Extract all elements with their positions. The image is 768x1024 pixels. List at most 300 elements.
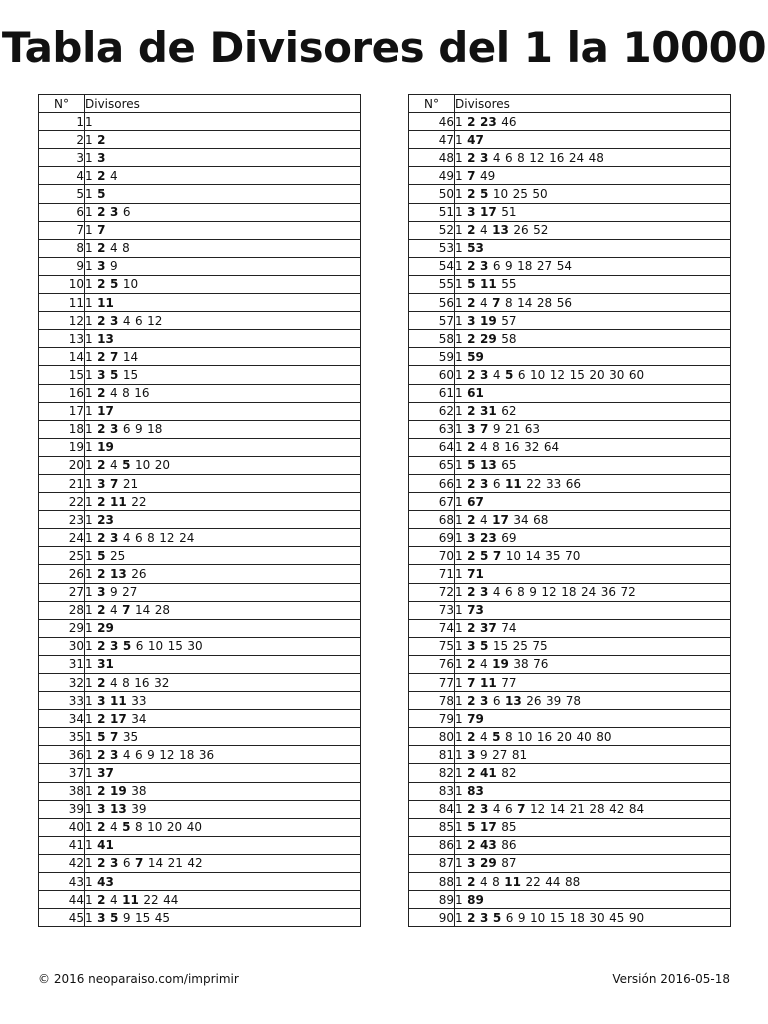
divisor: 1: [85, 168, 93, 183]
prime-divisor: 17: [492, 512, 509, 527]
prime-divisor: 71: [467, 566, 484, 581]
prime-divisor: 7: [492, 548, 502, 563]
table-row: [39, 746, 361, 764]
page-title: Tabla de Divisores del 1 la 10000: [1, 23, 767, 72]
table-row: [409, 583, 731, 601]
prime-divisor: 2: [467, 476, 476, 491]
number-cell: 9: [39, 257, 85, 275]
prime-divisor: 3: [110, 205, 119, 220]
prime-divisor: 13: [492, 223, 509, 238]
divisors-cell: [455, 366, 731, 384]
prime-divisor: 2: [467, 657, 476, 672]
divisor: 30: [609, 367, 625, 382]
table-row: [409, 637, 731, 655]
divisor: 1: [455, 114, 463, 129]
table-row: [39, 185, 361, 203]
divisor: 9: [517, 910, 526, 925]
divisor: 25: [512, 187, 528, 202]
divisors-cell: [455, 529, 731, 547]
number-cell: 90: [409, 909, 455, 927]
prime-divisor: 2: [97, 747, 106, 762]
table-row: [39, 674, 361, 692]
divisor: 8: [517, 150, 525, 165]
divisors-cell: [85, 330, 361, 348]
divisor: 1: [455, 874, 463, 889]
table-row: [409, 746, 731, 764]
prime-divisor: 13: [110, 802, 127, 817]
prime-divisor: 3: [110, 856, 119, 871]
prime-divisor: 2: [467, 729, 476, 744]
divisor: 4: [480, 440, 488, 455]
prime-divisor: 2: [97, 277, 106, 292]
prime-divisor: 3: [110, 313, 119, 328]
divisor: 28: [589, 802, 605, 817]
divisor: 1: [85, 603, 93, 618]
prime-divisor: 7: [110, 729, 119, 744]
number-cell: 40: [39, 818, 85, 836]
prime-divisor: 3: [480, 910, 489, 925]
prime-divisor: 3: [480, 476, 489, 491]
number-cell: 36: [39, 746, 85, 764]
prime-divisor: 2: [467, 150, 476, 165]
divisors-cell: [455, 674, 731, 692]
prime-divisor: 3: [480, 693, 489, 708]
divisor: 15: [569, 367, 585, 382]
divisors-cell: [85, 728, 361, 746]
divisor: 30: [187, 639, 203, 654]
divisor: 8: [135, 820, 143, 835]
divisor: 50: [532, 187, 548, 202]
divisor: 62: [501, 404, 517, 419]
prime-divisor: 7: [97, 223, 106, 238]
table-row: [39, 474, 361, 492]
divisors-cell: [455, 474, 731, 492]
divisor: 4: [110, 892, 118, 907]
prime-divisor: 2: [467, 295, 476, 310]
divisor: 1: [85, 349, 93, 364]
number-cell: 24: [39, 529, 85, 547]
divisors-cell: [455, 384, 731, 402]
divisor: 1: [85, 295, 93, 310]
number-cell: 5: [39, 185, 85, 203]
divisor: 1: [455, 150, 463, 165]
number-cell: 31: [39, 655, 85, 673]
prime-divisor: 59: [467, 349, 484, 364]
divisor: 34: [131, 711, 147, 726]
divisor: 8: [492, 874, 500, 889]
divisor: 74: [501, 621, 517, 636]
divisor: 1: [85, 386, 93, 401]
divisor: 20: [556, 729, 572, 744]
prime-divisor: 2: [97, 530, 106, 545]
table-row: [409, 854, 731, 872]
divisors-cell: [85, 312, 361, 330]
divisor: 1: [455, 259, 463, 274]
divisor: 1: [85, 639, 93, 654]
divisor: 21: [569, 802, 585, 817]
prime-divisor: 11: [110, 494, 127, 509]
divisor: 45: [609, 910, 625, 925]
divisor: 78: [565, 693, 582, 708]
divisor: 16: [134, 675, 150, 690]
divisors-cell: [455, 203, 731, 221]
prime-divisor: 29: [480, 331, 497, 346]
prime-divisor: 19: [97, 440, 114, 455]
divisor: 1: [455, 404, 463, 419]
number-cell: 1: [39, 113, 85, 131]
table-row: [39, 873, 361, 891]
divisors-cell: [85, 529, 361, 547]
divisors-cell: [455, 547, 731, 565]
divisor: 15: [549, 910, 566, 925]
number-cell: 3: [39, 149, 85, 167]
divisor: 1: [455, 277, 463, 292]
divisor: 20: [154, 458, 171, 473]
divisor: 27: [122, 585, 138, 600]
number-cell: 26: [39, 565, 85, 583]
prime-divisor: 5: [110, 277, 119, 292]
divisor: 86: [501, 838, 517, 853]
number-cell: 59: [409, 348, 455, 366]
divisor: 9: [110, 259, 118, 274]
number-column-header: N°: [39, 95, 85, 113]
number-cell: 82: [409, 764, 455, 782]
divisors-cell: [85, 710, 361, 728]
prime-divisor: 5: [122, 458, 131, 473]
number-cell: 25: [39, 547, 85, 565]
divisor: 25: [512, 639, 528, 654]
number-cell: 12: [39, 312, 85, 330]
prime-divisor: 3: [480, 259, 489, 274]
divisor: 1: [455, 729, 463, 744]
divisor: 4: [122, 313, 131, 328]
divisors-cell: [455, 764, 731, 782]
prime-divisor: 3: [480, 802, 489, 817]
prime-divisor: 3: [467, 856, 476, 871]
number-cell: 23: [39, 511, 85, 529]
divisor: 30: [589, 910, 605, 925]
prime-divisor: 7: [122, 603, 131, 618]
divisors-cell: [455, 854, 731, 872]
prime-divisor: 2: [467, 440, 476, 455]
divisors-cell: [85, 402, 361, 420]
prime-divisor: 3: [467, 313, 476, 328]
divisors-cell: [85, 511, 361, 529]
divisor: 12: [147, 313, 163, 328]
divisors-column-header: Divisores: [85, 95, 361, 113]
number-cell: 44: [39, 891, 85, 909]
number-cell: 68: [409, 511, 455, 529]
divisor: 1: [85, 838, 93, 853]
divisor: 48: [588, 150, 604, 165]
table-row: [409, 203, 731, 221]
divisors-cell: [455, 330, 731, 348]
table-row: [409, 909, 731, 927]
divisor: 35: [122, 729, 139, 744]
prime-divisor: 2: [467, 621, 476, 636]
table-row: [39, 818, 361, 836]
divisor: 1: [85, 187, 93, 202]
divisor: 8: [122, 675, 130, 690]
table-row: [409, 782, 731, 800]
number-cell: 71: [409, 565, 455, 583]
divisor: 1: [85, 223, 93, 238]
divisor: 12: [159, 530, 175, 545]
table-row: [39, 710, 361, 728]
prime-divisor: 7: [492, 295, 501, 310]
divisor: 10: [517, 729, 533, 744]
prime-divisor: 43: [480, 838, 497, 853]
prime-divisor: 2: [467, 838, 476, 853]
divisor: 1: [455, 838, 463, 853]
divisor: 6: [492, 693, 501, 708]
number-cell: 10: [39, 275, 85, 293]
divisor: 18: [569, 910, 585, 925]
divisors-table-left: [38, 94, 361, 927]
prime-divisor: 41: [480, 766, 497, 781]
number-cell: 27: [39, 583, 85, 601]
table-row: [409, 149, 731, 167]
prime-divisor: 2: [97, 856, 106, 871]
prime-divisor: 3: [97, 585, 106, 600]
divisor: 4: [480, 657, 488, 672]
divisor: 40: [576, 729, 592, 744]
prime-divisor: 3: [467, 422, 476, 437]
prime-divisor: 2: [97, 784, 106, 799]
divisors-cell: [455, 221, 731, 239]
divisor: 36: [198, 747, 215, 762]
divisors-cell: [85, 257, 361, 275]
divisors-cell: [85, 601, 361, 619]
divisor: 4: [110, 241, 118, 256]
number-cell: 41: [39, 836, 85, 854]
divisor: 70: [565, 548, 581, 563]
prime-divisor: 13: [97, 331, 114, 346]
prime-divisor: 7: [110, 349, 119, 364]
divisors-cell: [85, 294, 361, 312]
table-row: [409, 619, 731, 637]
divisors-cell: [455, 149, 731, 167]
table-row: [409, 330, 731, 348]
divisor: 4: [492, 150, 501, 165]
divisor: 1: [85, 422, 93, 437]
prime-divisor: 5: [467, 458, 476, 473]
number-cell: 77: [409, 674, 455, 692]
number-cell: 67: [409, 493, 455, 511]
divisor: 1: [455, 422, 463, 437]
prime-divisor: 3: [97, 693, 106, 708]
number-column-header: N°: [409, 95, 455, 113]
divisors-cell: [85, 565, 361, 583]
table-row: [39, 565, 361, 583]
prime-divisor: 2: [97, 892, 106, 907]
divisor: 6: [135, 747, 143, 762]
prime-divisor: 5: [505, 367, 514, 382]
table-row: [409, 818, 731, 836]
divisor: 1: [455, 657, 463, 672]
prime-divisor: 19: [110, 784, 127, 799]
table-row: [409, 873, 731, 891]
number-cell: 35: [39, 728, 85, 746]
divisors-cell: [455, 402, 731, 420]
divisor: 14: [147, 856, 164, 871]
table-row: [409, 312, 731, 330]
divisors-cell: [85, 782, 361, 800]
prime-divisor: 2: [467, 259, 476, 274]
divisor: 69: [501, 530, 517, 545]
divisors-cell: [455, 420, 731, 438]
divisor: 4: [122, 530, 131, 545]
divisor: 16: [536, 729, 553, 744]
divisors-cell: [455, 782, 731, 800]
divisor: 10: [122, 277, 139, 292]
divisor: 51: [501, 205, 517, 220]
number-cell: 76: [409, 655, 455, 673]
divisor: 4: [492, 367, 501, 382]
divisor: 1: [455, 187, 463, 202]
divisor: 1: [85, 621, 93, 636]
divisors-cell: [85, 583, 361, 601]
divisor: 1: [455, 548, 463, 563]
divisor: 4: [480, 295, 488, 310]
divisor: 1: [85, 277, 93, 292]
divisor: 1: [455, 458, 463, 473]
prime-divisor: 5: [480, 187, 489, 202]
divisors-cell: [85, 131, 361, 149]
table-row: [39, 836, 361, 854]
divisor: 6: [135, 530, 143, 545]
prime-divisor: 5: [480, 548, 489, 563]
number-cell: 6: [39, 203, 85, 221]
prime-divisor: 19: [480, 313, 497, 328]
divisor: 1: [455, 349, 463, 364]
divisors-cell: [85, 384, 361, 402]
divisors-cell: [455, 456, 731, 474]
divisor: 9: [529, 585, 537, 600]
divisors-cell: [85, 873, 361, 891]
number-cell: 47: [409, 131, 455, 149]
divisor: 10: [147, 639, 164, 654]
divisors-cell: [455, 348, 731, 366]
divisor: 1: [85, 711, 93, 726]
prime-divisor: 79: [467, 711, 484, 726]
table-row: [409, 348, 731, 366]
table-row: [409, 275, 731, 293]
table-row: [39, 909, 361, 927]
divisor: 9: [135, 422, 143, 437]
prime-divisor: 2: [467, 910, 476, 925]
divisor: 45: [154, 910, 171, 925]
divisors-cell: [455, 583, 731, 601]
prime-divisor: 3: [97, 910, 106, 925]
divisor: 1: [455, 386, 463, 401]
divisor: 1: [85, 241, 93, 256]
number-cell: 58: [409, 330, 455, 348]
table-row: [409, 167, 731, 185]
divisor: 1: [85, 566, 93, 581]
prime-divisor: 5: [480, 639, 489, 654]
divisors-cell: [455, 909, 731, 927]
prime-divisor: 2: [97, 313, 106, 328]
divisor: 24: [179, 530, 195, 545]
prime-divisor: 3: [480, 367, 489, 382]
divisor: 16: [504, 440, 520, 455]
table-row: [39, 149, 361, 167]
divisor: 1: [455, 476, 463, 491]
prime-divisor: 5: [110, 367, 119, 382]
divisors-cell: [85, 474, 361, 492]
divisor: 16: [134, 386, 150, 401]
prime-divisor: 37: [480, 621, 497, 636]
table-row: [39, 800, 361, 818]
prime-divisor: 5: [97, 187, 106, 202]
prime-divisor: 5: [492, 910, 502, 925]
table-row: [39, 131, 361, 149]
divisor: 54: [556, 259, 572, 274]
divisors-cell: [455, 800, 731, 818]
divisors-cell: [455, 131, 731, 149]
divisors-cell: [455, 836, 731, 854]
divisors-cell: [455, 493, 731, 511]
divisors-cell: [455, 728, 731, 746]
table-row: [409, 294, 731, 312]
number-cell: 88: [409, 873, 455, 891]
divisor: 75: [532, 639, 548, 654]
divisor: 65: [501, 458, 517, 473]
prime-divisor: 83: [467, 784, 484, 799]
divisor: 14: [525, 548, 541, 563]
table-row: [39, 692, 361, 710]
prime-divisor: 3: [467, 747, 476, 762]
prime-divisor: 2: [97, 386, 106, 401]
prime-divisor: 3: [97, 367, 106, 382]
table-row: [409, 728, 731, 746]
table-row: [39, 348, 361, 366]
divisors-cell: [85, 836, 361, 854]
divisor: 46: [501, 114, 517, 129]
table-row: [39, 493, 361, 511]
prime-divisor: 17: [97, 404, 114, 419]
prime-divisor: 7: [135, 856, 144, 871]
prime-divisor: 3: [467, 205, 476, 220]
divisor: 15: [492, 639, 509, 654]
divisor: 1: [85, 404, 93, 419]
divisor: 4: [480, 874, 488, 889]
prime-divisor: 11: [480, 675, 497, 690]
prime-divisor: 11: [504, 874, 521, 889]
divisor: 9: [492, 422, 501, 437]
divisor: 8: [505, 295, 513, 310]
divisors-cell: [455, 167, 731, 185]
table-row: [39, 366, 361, 384]
divisor: 4: [492, 802, 501, 817]
divisor: 82: [501, 766, 517, 781]
table-row: [39, 239, 361, 257]
number-cell: 70: [409, 547, 455, 565]
divisor: 15: [167, 639, 183, 654]
number-cell: 38: [39, 782, 85, 800]
table-row: [39, 402, 361, 420]
divisors-cell: [85, 764, 361, 782]
prime-divisor: 3: [97, 150, 106, 165]
divisor: 18: [561, 585, 577, 600]
divisor: 90: [628, 910, 645, 925]
divisors-cell: [85, 239, 361, 257]
table-row: [39, 384, 361, 402]
divisor: 44: [545, 874, 561, 889]
number-cell: 20: [39, 456, 85, 474]
prime-divisor: 2: [467, 187, 476, 202]
